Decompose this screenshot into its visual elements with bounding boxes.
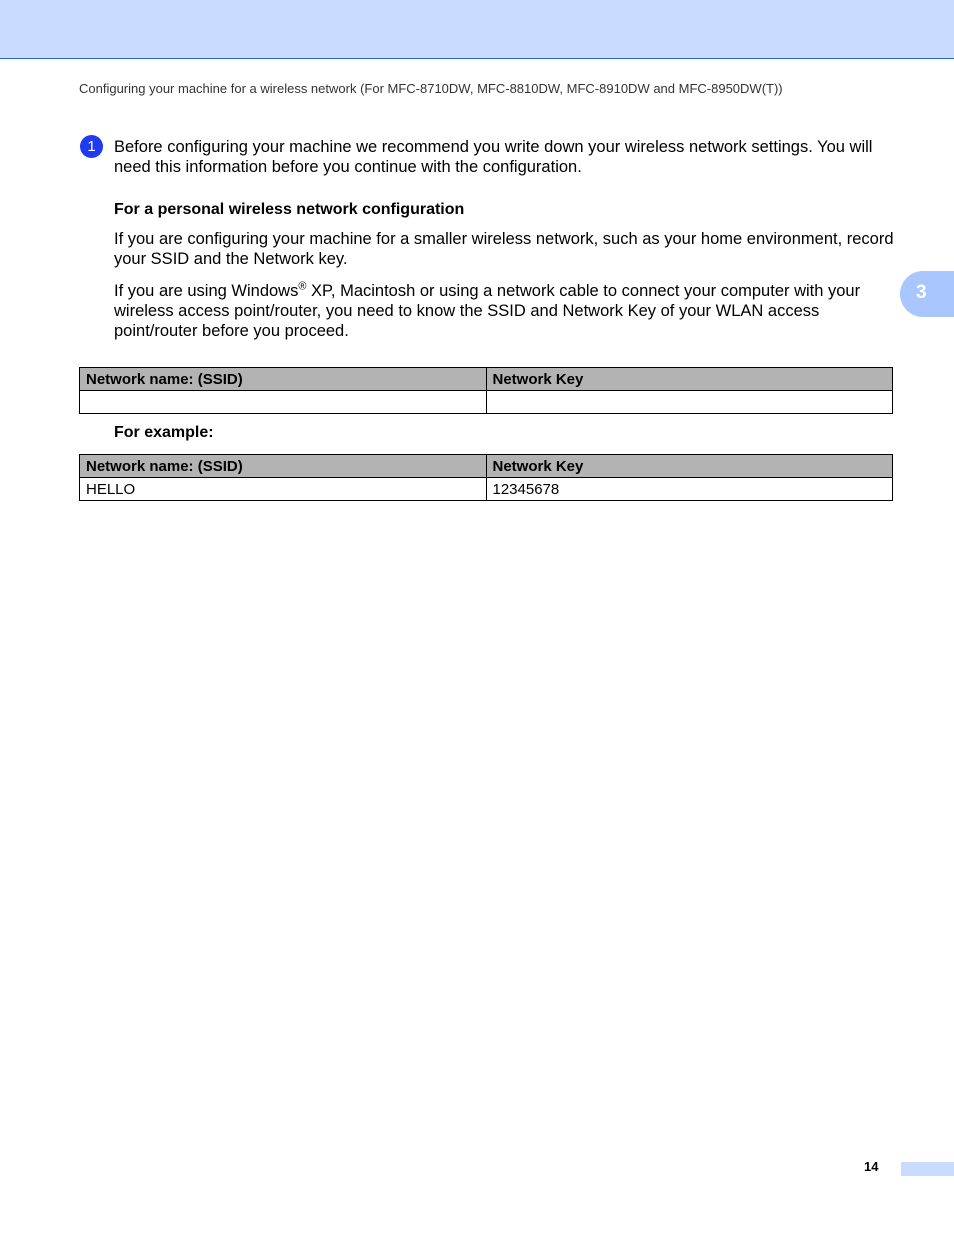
- example-settings-table: [79, 454, 893, 501]
- ssid-column-header: Network name: (SSID): [80, 368, 487, 391]
- page-number: 14: [864, 1159, 879, 1174]
- table-row: [80, 391, 893, 414]
- step-number-bullet: 1: [80, 135, 103, 158]
- network-key-column-header: Network Key: [486, 455, 893, 478]
- registered-mark: ®: [298, 280, 307, 293]
- example-label: For example:: [114, 424, 214, 441]
- network-key-column-header: Network Key: [486, 368, 893, 391]
- paragraph-text-start: If you are using Windows: [114, 282, 299, 300]
- personal-network-heading: For a personal wireless network configuration: [114, 201, 465, 218]
- table-header-row: [80, 368, 893, 391]
- table-row: [80, 478, 893, 501]
- windows-xp-paragraph: [114, 281, 894, 341]
- step-instruction: Before configuring your machine we recommend you write down your wireless network settings. You will need this information before you continue with the configuration.: [114, 138, 873, 176]
- network-key-cell: 12345678: [486, 478, 893, 501]
- table-header-row: [80, 455, 893, 478]
- top-header-band: [0, 0, 954, 59]
- personal-network-paragraph: If you are configuring your machine for a smaller wireless network, such as your home environment, record your SSID and the Network key.: [114, 230, 894, 268]
- chapter-tab: [900, 271, 954, 317]
- page-marker-bar: [901, 1162, 954, 1176]
- blank-settings-table: [79, 367, 893, 414]
- ssid-cell: HELLO: [80, 478, 487, 501]
- network-key-cell: [486, 391, 893, 414]
- running-header: Configuring your machine for a wireless network (For MFC-8710DW, MFC-8810DW, MFC-8910DW and MFC-8950DW(T)): [79, 81, 783, 96]
- chapter-number: 3: [916, 282, 927, 303]
- ssid-cell: [80, 391, 487, 414]
- paragraph-text-end: XP, Macintosh or using a network cable to connect your computer with your wireless access point/router, you need to know the SSID and Network Key of your WLAN access point/router before you proceed.: [114, 282, 861, 340]
- ssid-column-header: Network name: (SSID): [80, 455, 487, 478]
